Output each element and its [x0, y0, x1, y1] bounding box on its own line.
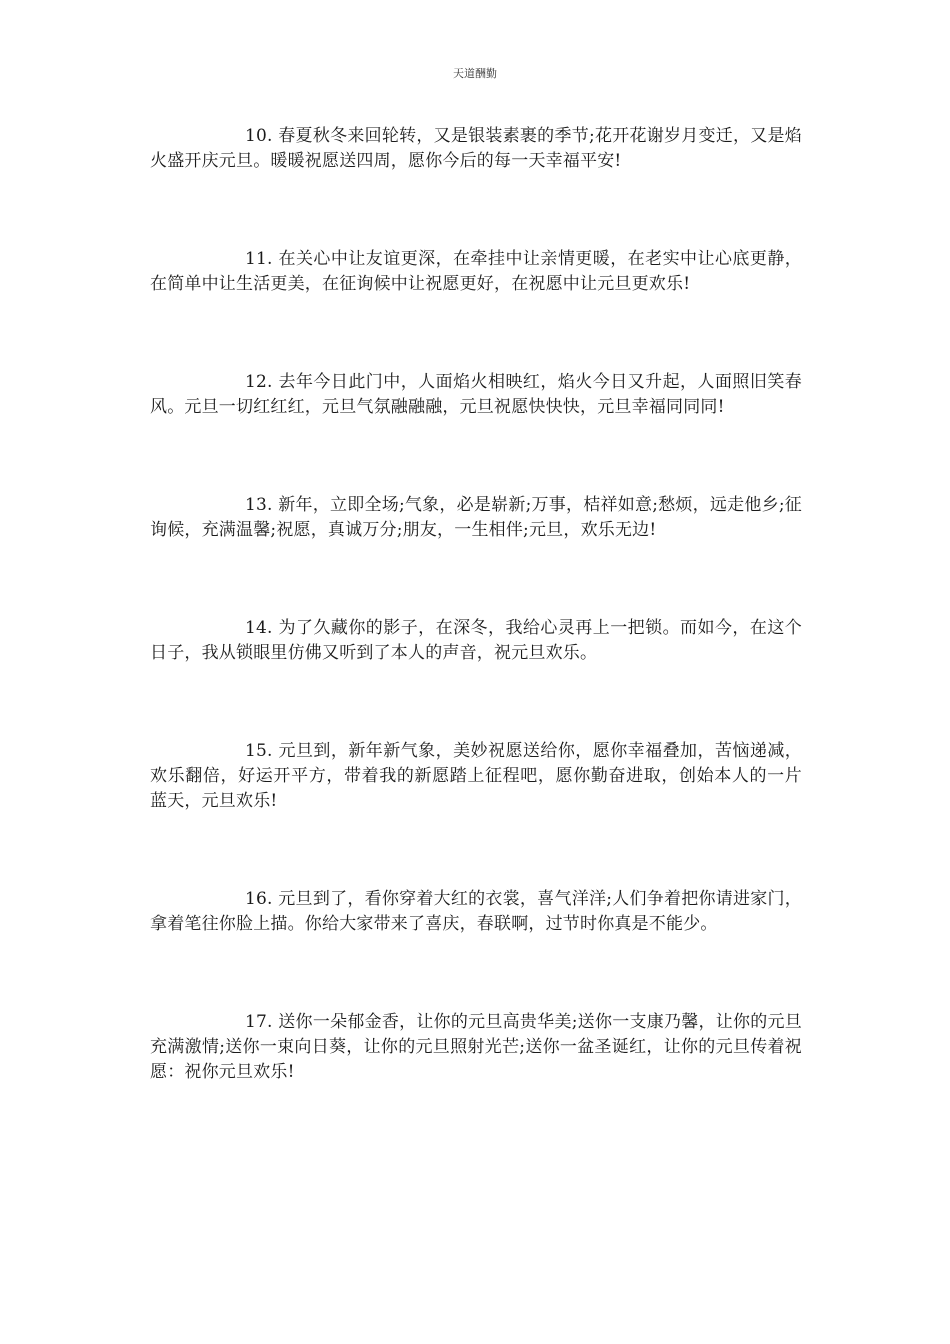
paragraph-16: 16. 元旦到了，看你穿着大红的衣裳，喜气洋洋;人们争着把你请进家门，拿着笔往你脸上描。你给大家带来了喜庆，春联啊，过节时你真是不能少。: [150, 889, 802, 934]
paragraph-12: 12. 去年今日此门中，人面焰火相映红，焰火今日又升起，人面照旧笑春风。元旦一切红红红，元旦气氛融融融，元旦祝愿快快快，元旦幸福同同同!: [150, 372, 802, 417]
document-body: [150, 124, 802, 1085]
paragraph-15: 15. 元旦到，新年新气象，美妙祝愿送给你，愿你幸福叠加，苦恼递减，欢乐翻倍，好运开平方，带着我的新愿踏上征程吧，愿你勤奋进取，创始本人的一片蓝天，元旦欢乐!: [150, 741, 802, 811]
page-header: 天道酬勤: [453, 67, 497, 80]
paragraph-17: 17. 送你一朵郁金香，让你的元旦高贵华美;送你一支康乃馨，让你的元旦充满激情;送你一束向日葵，让你的元旦照射光芒;送你一盆圣诞红，让你的元旦传着祝愿：祝你元旦欢乐!: [150, 1012, 802, 1082]
paragraph-10: 10. 春夏秋冬来回轮转，又是银装素裹的季节;花开花谢岁月变迁，又是焰火盛开庆元旦。暖暖祝愿送四周，愿你今后的每一天幸福平安!: [150, 126, 802, 171]
paragraph-11: 11. 在关心中让友谊更深，在牵挂中让亲情更暖，在老实中让心底更静，在简单中让生活更美，在征询候中让祝愿更好，在祝愿中让元旦更欢乐!: [150, 249, 802, 294]
paragraph-13: 13. 新年，立即全场;气象，必是崭新;万事，桔祥如意;愁烦，远走他乡;征询候，充满温馨;祝愿，真诚万分;朋友，一生相伴;元旦，欢乐无边!: [150, 495, 802, 540]
paragraph-14: 14. 为了久藏你的影子，在深冬，我给心灵再上一把锁。而如今，在这个日子，我从锁眼里仿佛又听到了本人的声音，祝元旦欢乐。: [150, 618, 802, 663]
